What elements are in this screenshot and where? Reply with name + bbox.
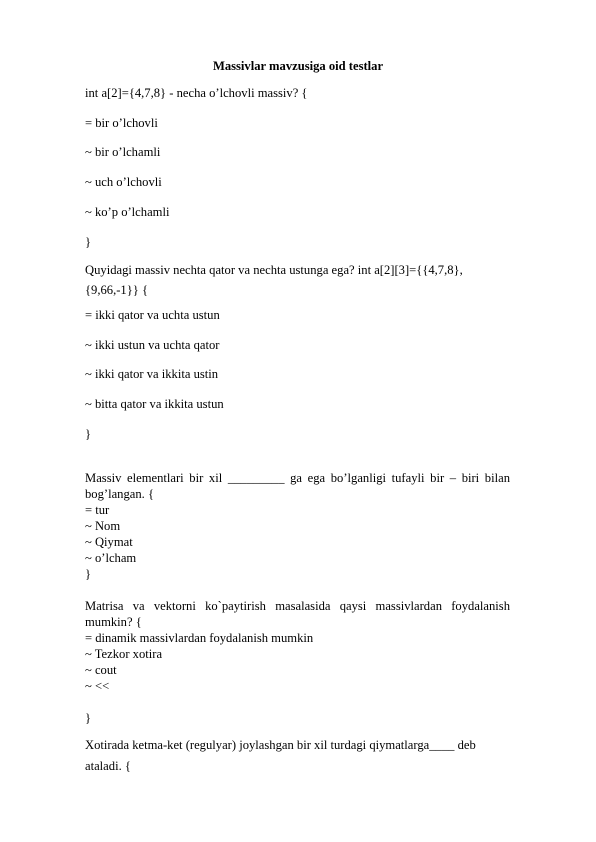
question-1: int a[2]={4,7,8} - necha o’lchovli massiv? { xyxy=(85,86,308,100)
answer-3-3: ~ Qiymat xyxy=(85,535,133,549)
answer-4-4: ~ << xyxy=(85,679,110,693)
page-title: Massivlar mavzusiga oid testlar xyxy=(212,59,384,73)
question-5-line-1: Xotirada ketma-ket (regulyar) joylashgan bir xil turdagi qiymatlarga____ deb xyxy=(85,738,476,752)
answer-1-3: ~ uch o’lchovli xyxy=(85,175,162,189)
answer-2-4: ~ bitta qator va ikkita ustun xyxy=(85,397,224,411)
question-2-close: } xyxy=(85,427,92,441)
answer-3-1: = tur xyxy=(85,503,110,517)
question-3-line-2: bog’langan. { xyxy=(85,487,154,501)
answer-2-3: ~ ikki qator va ikkita ustin xyxy=(85,367,219,381)
answer-2-2: ~ ikki ustun va uchta qator xyxy=(85,338,220,352)
question-2-line-2: {9,66,-1}} { xyxy=(85,283,149,297)
question-5-line-2: ataladi. { xyxy=(85,759,131,773)
answer-4-2: ~ Tezkor xotira xyxy=(85,647,163,661)
answer-1-2: ~ bir o’lchamli xyxy=(85,145,161,159)
question-4-line-2: mumkin? { xyxy=(85,615,142,629)
answer-1-1: = bir o’lchovli xyxy=(85,116,158,130)
question-3-close: } xyxy=(85,567,92,581)
question-3-line-1: Massiv elementlari bir xil _________ ga ega bo’lganligi tufayli bir – biri bilan xyxy=(85,471,510,485)
question-2-line-1: Quyidagi massiv nechta qator va nechta ustunga ega? int a[2][3]={{4,7,8}, xyxy=(85,263,463,277)
answer-3-4: ~ o’lcham xyxy=(85,551,137,565)
question-4-close: } xyxy=(85,711,92,725)
answer-4-3: ~ cout xyxy=(85,663,117,677)
question-4-line-1: Matrisa va vektorni ko`paytirish masalasida qaysi massivlardan foydalanish xyxy=(85,599,510,613)
answer-2-1: = ikki qator va uchta ustun xyxy=(85,308,220,322)
question-1-close: } xyxy=(85,235,92,249)
answer-1-4: ~ ko’p o’lchamli xyxy=(85,205,170,219)
answer-3-2: ~ Nom xyxy=(85,519,121,533)
answer-4-1: = dinamik massivlardan foydalanish mumkin xyxy=(85,631,314,645)
